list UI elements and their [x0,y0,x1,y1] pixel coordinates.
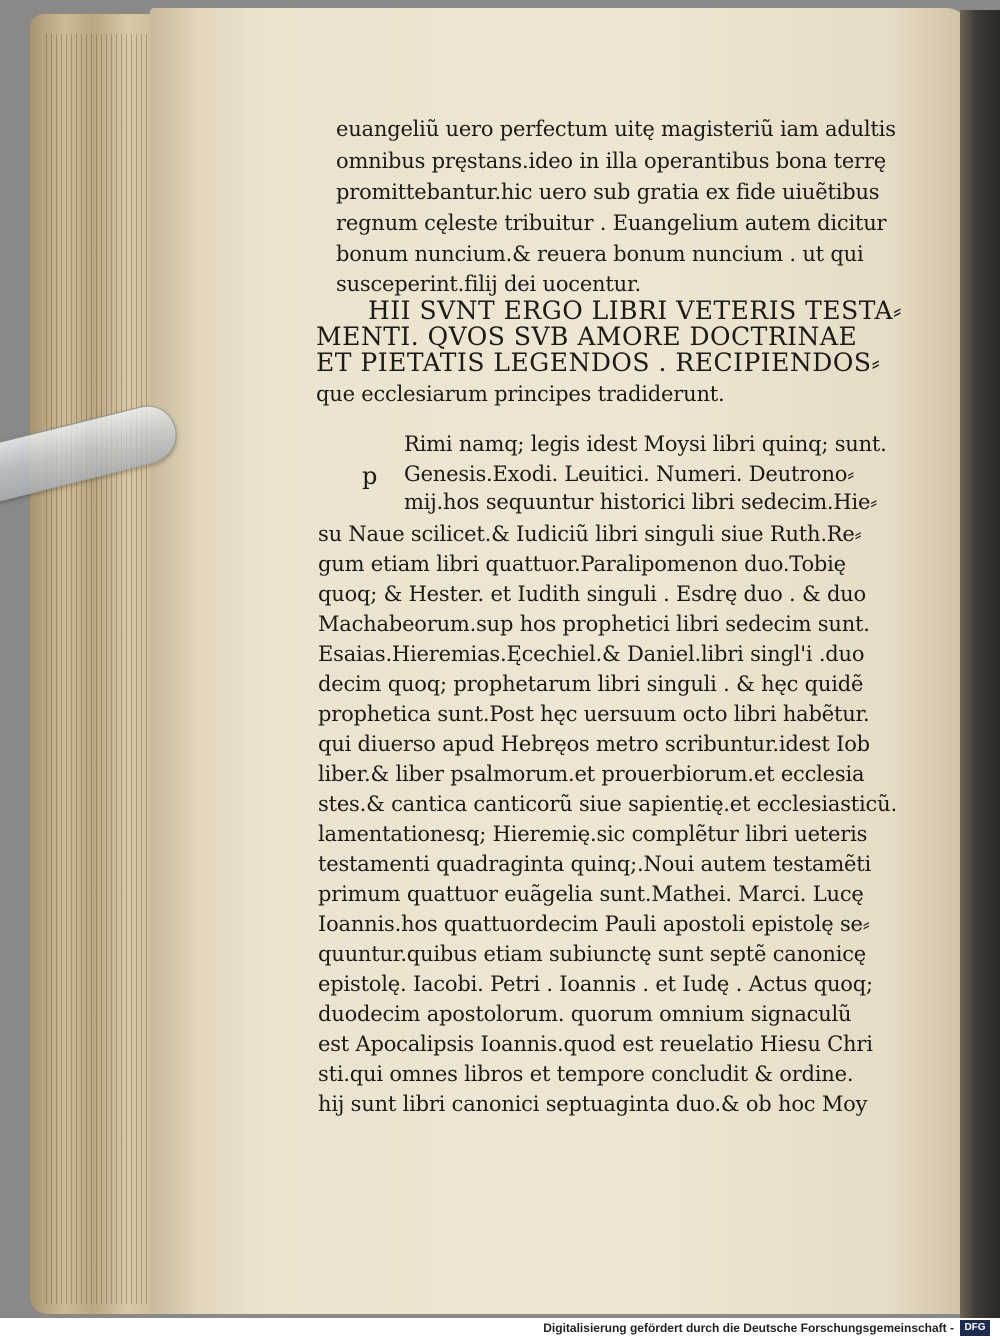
text-line: sti.qui omnes libros et tempore concludit & ordine. [318,1062,854,1086]
text-line: testamenti quadraginta quinq;.Noui autem testamẽti [318,852,872,876]
text-line: hij sunt libri canonici septuaginta duo.& ob hoc Moy [318,1092,868,1116]
text-line: lamentationesq; Hieremię.sic complẽtur libri ueteris [318,822,868,846]
heading-line: que ecclesiarum principes tradiderunt. [316,382,725,406]
page-edges [46,34,156,1304]
text-line: bonum nuncium.& reuera bonum nuncium . ut qui [336,242,864,266]
text-line: Ioannis.hos quattuordecim Pauli apostoli epistolę se⸗ [318,912,870,936]
text-line: quoq; & Hester. et Iudith singuli . Esdrę duo . & duo [318,582,866,606]
text-line: quuntur.quibus etiam subiunctę sunt septẽ canonicę [318,942,867,966]
text-line: stes.& cantica canticorũ siue sapientię.et ecclesiasticũ. [318,792,897,816]
dfg-logo: DFG [960,1320,990,1336]
text-line: duodecim apostolorum. quorum omnium signaculũ [318,1002,852,1026]
text-line: gum etiam libri quattuor.Paralipomenon duo.Tobię [318,552,846,576]
text-line: Esaias.Hieremias.Ęcechiel.& Daniel.libri singl'i .duo [318,642,865,666]
text-line: euangeliũ uero perfectum uitę magisteriũ iam adultis [336,117,896,141]
text-line: primum quattuor euãgelia sunt.Mathei. Marci. Lucę [318,882,864,906]
text-line: regnum cęleste tribuitur . Euangelium autem dicitur [336,211,887,235]
text-line: prophetica sunt.Post hęc uersuum octo libri habẽtur. [318,702,870,726]
text-line: qui diuerso apud Hebręos metro scribuntur.idest Iob [318,732,870,756]
heading-line: MENTI. QVOS SVB AMORE DOCTRINAE [316,322,858,351]
text-line: Rimi namq; legis idest Moysi libri quinq; sunt. [404,432,887,456]
heading-line: ET PIETATIS LEGENDOS . RECIPIENDOS⸗ [316,348,881,377]
text-line: Genesis.Exodi. Leuitici. Numeri. Deutrono⸗ [404,462,855,486]
drop-cap-guide-letter: p [362,462,378,490]
text-line: est Apocalipsis Ioannis.quod est reuelatio Hiesu Chri [318,1032,873,1056]
heading-line: HII SVNT ERGO LIBRI VETERIS TESTA⸗ [368,296,902,325]
credit-footer [0,1318,1000,1340]
text-line: susceperint.filij dei uocentur. [336,272,641,296]
text-line: su Naue scilicet.& Iudiciũ libri singuli siue Ruth.Re⸗ [318,522,862,546]
text-line: Machabeorum.sup hos prophetici libri sedecim sunt. [318,612,870,636]
text-line: omnibus pręstans.ideo in illa operantibus bona terrę [336,149,886,173]
text-line: mij.hos sequuntur historici libri sedecim.Hie⸗ [404,490,878,514]
book-fore-edge [30,14,170,1314]
text-line: liber.& liber psalmorum.et prouerbiorum.et ecclesia [318,762,865,786]
text-line: promittebantur.hic uero sub gratia ex fide uiuẽtibus [336,180,880,204]
funding-credit-text: Digitalisierung gefördert durch die Deutsche Forschungsgemeinschaft - [543,1321,954,1335]
book-binding-edge [960,10,1000,1318]
text-line: epistolę. Iacobi. Petri . Ioannis . et Iudę . Actus quoq; [318,972,873,996]
text-line: decim quoq; prophetarum libri singuli . & hęc quidẽ [318,672,864,696]
